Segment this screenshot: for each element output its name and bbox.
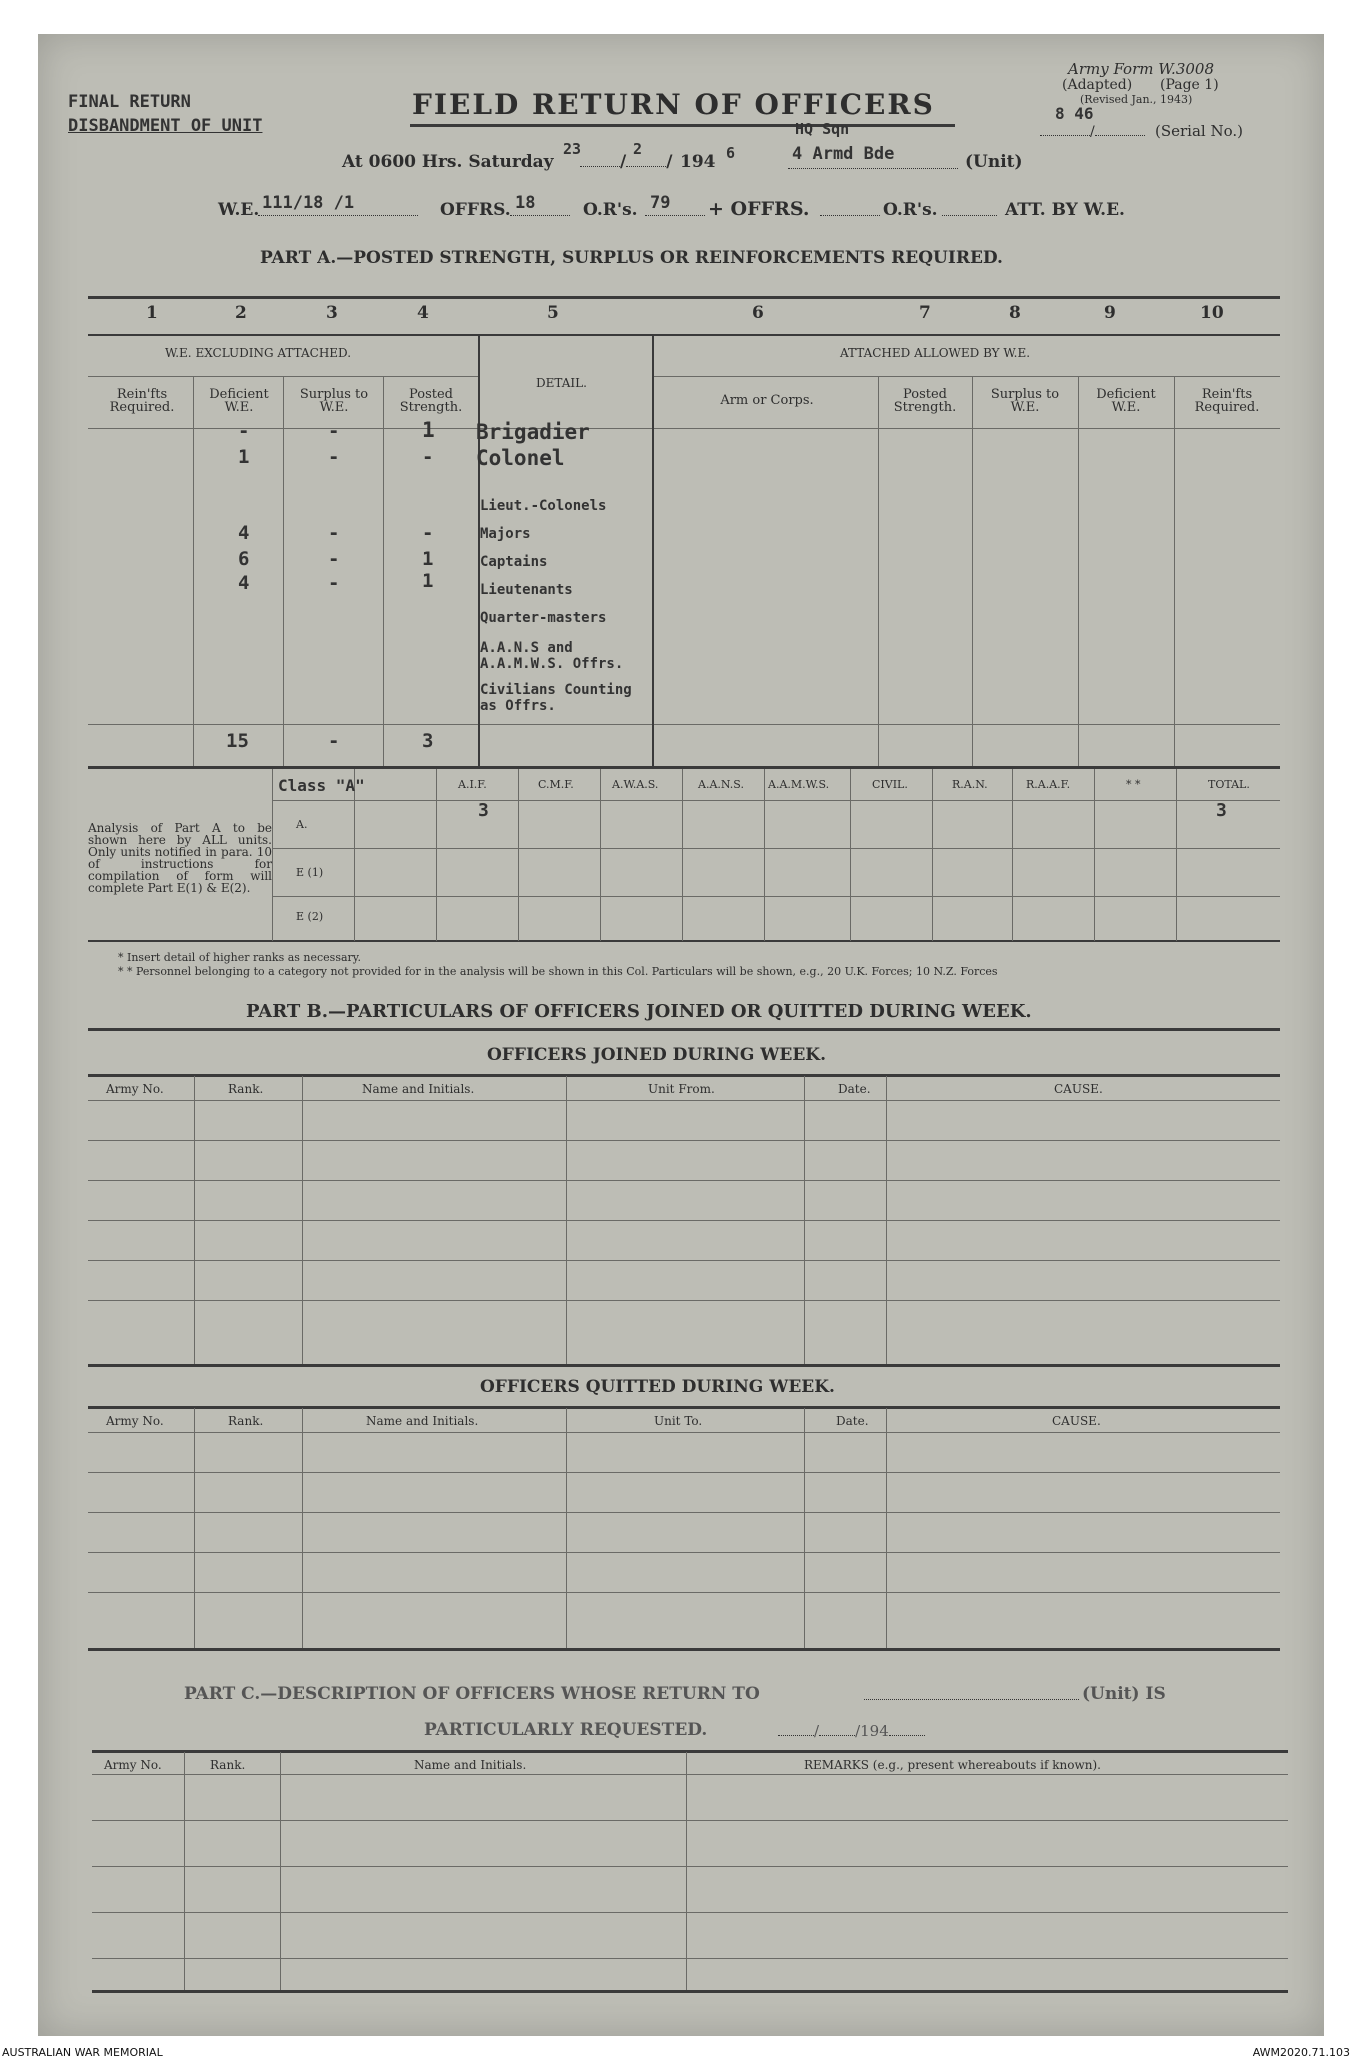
serial-label: (Serial No.) — [1155, 122, 1243, 140]
part-c-unit-is: (Unit) IS — [1082, 1684, 1166, 1704]
posted-brigadier: 1 — [422, 418, 435, 442]
hdr-surplus: Surplus to W.E. — [299, 387, 369, 415]
ors-value: 79 — [650, 193, 671, 213]
analysis-row-e2: E (2) — [296, 910, 324, 923]
surplus-brigadier: - — [328, 420, 340, 442]
offrs-label: OFFRS. — [440, 200, 511, 220]
col-num-1: 1 — [146, 303, 158, 323]
footer-left: AUSTRALIAN WAR MEMORIAL — [2, 2046, 163, 2059]
detail-header: DETAIL. — [536, 376, 587, 390]
detail-lt-colonels: Lieut.-Colonels — [480, 498, 607, 514]
plus-offrs-label: + OFFRS. — [708, 198, 810, 220]
analysis-col-ran: R.A.N. — [952, 778, 988, 791]
day-value: 23 — [563, 140, 582, 158]
hdr-surplus-att: Surplus to W.E. — [990, 387, 1060, 415]
surplus-captains: - — [328, 548, 340, 570]
year-prefix: 194 — [680, 152, 716, 172]
offrs-value: 18 — [515, 193, 536, 213]
footnote-2: * * Personnel belonging to a category not provided for in the analysis will be shown in this Col. Particulars will be shown, e.g., 20 U.K. Forces; 10 N.Z. Forces — [118, 965, 998, 978]
col-num-4: 4 — [417, 303, 429, 323]
ors-label: O.R's. — [583, 200, 638, 220]
page-label: (Page 1) — [1160, 77, 1219, 93]
col-num-5: 5 — [547, 303, 559, 323]
posted-captains: 1 — [422, 548, 434, 570]
col-num-6: 6 — [752, 303, 764, 323]
we-value: 111/18 /1 — [262, 193, 355, 213]
hdr-deficient: Deficient W.E. — [209, 387, 269, 415]
revised-label: (Revised Jan., 1943) — [1080, 93, 1193, 106]
detail-aans: A.A.N.S and A.A.M.W.S. Offrs. — [480, 640, 624, 672]
joined-col-date: Date. — [838, 1082, 871, 1096]
deficient-brigadier: - — [238, 420, 250, 442]
unit-label: (Unit) — [965, 152, 1023, 172]
part-b-heading: PART B.—PARTICULARS OF OFFICERS JOINED OR QUITTED DURING WEEK. — [246, 1001, 1032, 1022]
part-c-year: 194 — [860, 1722, 889, 1740]
total-posted: 3 — [422, 730, 434, 752]
hdr-posted: Posted Strength. — [399, 387, 463, 415]
total-surplus: - — [328, 730, 340, 752]
hdr-deficient-att: Deficient W.E. — [1096, 387, 1156, 415]
analysis-note: Analysis of Part A to be shown here by ALL units. Only units notified in para. 10 of instructions for compilation of form will complete Part E(1) & E(2). — [88, 821, 272, 895]
posted-colonel: - — [422, 446, 434, 468]
detail-colonel: Colonel — [476, 446, 565, 470]
joined-col-unit-from: Unit From. — [648, 1082, 715, 1096]
ors2-label: O.R's. — [883, 200, 938, 220]
hdr-reinfts: Rein'fts Required. — [109, 387, 175, 415]
part-c-col-army-no: Army No. — [104, 1758, 162, 1772]
at-hrs-label: At 0600 Hrs. Saturday — [342, 152, 554, 172]
part-a-heading: PART A.—POSTED STRENGTH, SURPLUS OR REINFORCEMENTS REQUIRED. — [260, 248, 1003, 268]
detail-lieutenants: Lieutenants — [480, 582, 573, 598]
analysis-col-other: * * — [1126, 778, 1141, 791]
col-num-3: 3 — [326, 303, 338, 323]
adapted-label: (Adapted) — [1062, 77, 1133, 93]
footnote-1: * Insert detail of higher ranks as necessary. — [118, 951, 362, 964]
quitted-col-rank: Rank. — [228, 1414, 264, 1428]
quitted-col-unit-to: Unit To. — [654, 1414, 703, 1428]
unit-value: 4 Armd Bde — [792, 144, 895, 164]
year-value: 6 — [726, 144, 736, 162]
surplus-lieutenants: - — [328, 572, 340, 594]
detail-captains: Captains — [480, 554, 548, 570]
quitted-col-army-no: Army No. — [106, 1414, 164, 1428]
footer-right: AWM2020.71.103 — [1252, 2046, 1350, 2059]
attached-header: ATTACHED ALLOWED BY W.E. — [840, 346, 1031, 360]
analysis-col-civil: CIVIL. — [872, 778, 908, 791]
part-c-col-remarks: REMARKS (e.g., present whereabouts if known). — [804, 1758, 1101, 1772]
serial-handwritten: 8 46 — [1055, 104, 1094, 123]
col-num-2: 2 — [235, 303, 247, 323]
part-c-particularly: PARTICULARLY REQUESTED. — [424, 1720, 708, 1740]
joined-col-rank: Rank. — [228, 1082, 264, 1096]
analysis-row-a: A. — [296, 818, 308, 831]
we-excluding-header: W.E. EXCLUDING ATTACHED. — [165, 346, 352, 360]
analysis-col-awas: A.W.A.S. — [612, 778, 659, 791]
hdr-posted-att: Posted Strength. — [893, 387, 957, 415]
deficient-lieutenants: 4 — [238, 572, 250, 594]
surplus-colonel: - — [328, 446, 340, 468]
month-value: 2 — [633, 140, 643, 158]
analysis-col-total: TOTAL. — [1208, 778, 1250, 791]
detail-civilians: Civilians Counting as Offrs. — [480, 682, 632, 714]
col-num-9: 9 — [1104, 303, 1116, 323]
quitted-col-name: Name and Initials. — [366, 1414, 479, 1428]
col-num-8: 8 — [1009, 303, 1021, 323]
joined-heading: OFFICERS JOINED DURING WEEK. — [487, 1045, 826, 1065]
army-form-number: Army Form W.3008 — [1068, 60, 1214, 78]
analysis-col-raaf: R.A.A.F. — [1026, 778, 1071, 791]
we-label: W.E. — [218, 200, 260, 220]
form-title: FIELD RETURN OF OFFICERS — [412, 88, 935, 121]
part-c-col-name: Name and Initials. — [414, 1758, 527, 1772]
analysis-col-aif: A.I.F. — [458, 778, 487, 791]
analysis-aif-value: 3 — [478, 800, 489, 821]
part-c-col-rank: Rank. — [210, 1758, 246, 1772]
analysis-col-aans: A.A.N.S. — [698, 778, 744, 791]
detail-quartermasters: Quarter-masters — [480, 610, 607, 626]
col-num-10: 10 — [1200, 303, 1224, 323]
total-deficient: 15 — [226, 730, 249, 752]
joined-col-army-no: Army No. — [106, 1082, 164, 1096]
joined-col-cause: CAUSE. — [1054, 1082, 1103, 1096]
analysis-row-e1: E (1) — [296, 866, 324, 879]
quitted-heading: OFFICERS QUITTED DURING WEEK. — [480, 1377, 835, 1397]
detail-majors: Majors — [480, 526, 531, 542]
quitted-col-date: Date. — [836, 1414, 869, 1428]
deficient-captains: 6 — [238, 548, 250, 570]
analysis-total-value: 3 — [1216, 800, 1227, 821]
deficient-majors: 4 — [238, 522, 250, 544]
deficient-colonel: 1 — [238, 446, 250, 468]
analysis-class: Class "A" — [278, 776, 365, 795]
att-by-we-label: ATT. BY W.E. — [1005, 200, 1125, 220]
analysis-col-cmf: C.M.F. — [538, 778, 574, 791]
hdr-reinfts-att: Rein'fts Required. — [1194, 387, 1260, 415]
posted-majors: - — [422, 522, 434, 544]
detail-brigadier: Brigadier — [476, 420, 590, 444]
unit-top-value: HQ Sqn — [795, 120, 850, 138]
posted-lieutenants: 1 — [422, 570, 434, 592]
stamp-final-return: FINAL RETURN — [68, 92, 191, 112]
surplus-majors: - — [328, 522, 340, 544]
part-c-heading: PART C.—DESCRIPTION OF OFFICERS WHOSE RETURN TO — [184, 1684, 760, 1704]
col-num-7: 7 — [919, 303, 931, 323]
hdr-arm-corps: Arm or Corps. — [720, 393, 814, 408]
quitted-col-cause: CAUSE. — [1052, 1414, 1101, 1428]
analysis-col-aamws: A.A.M.W.S. — [768, 778, 830, 791]
stamp-disbandment: DISBANDMENT OF UNIT — [68, 116, 263, 136]
joined-col-name: Name and Initials. — [362, 1082, 475, 1096]
